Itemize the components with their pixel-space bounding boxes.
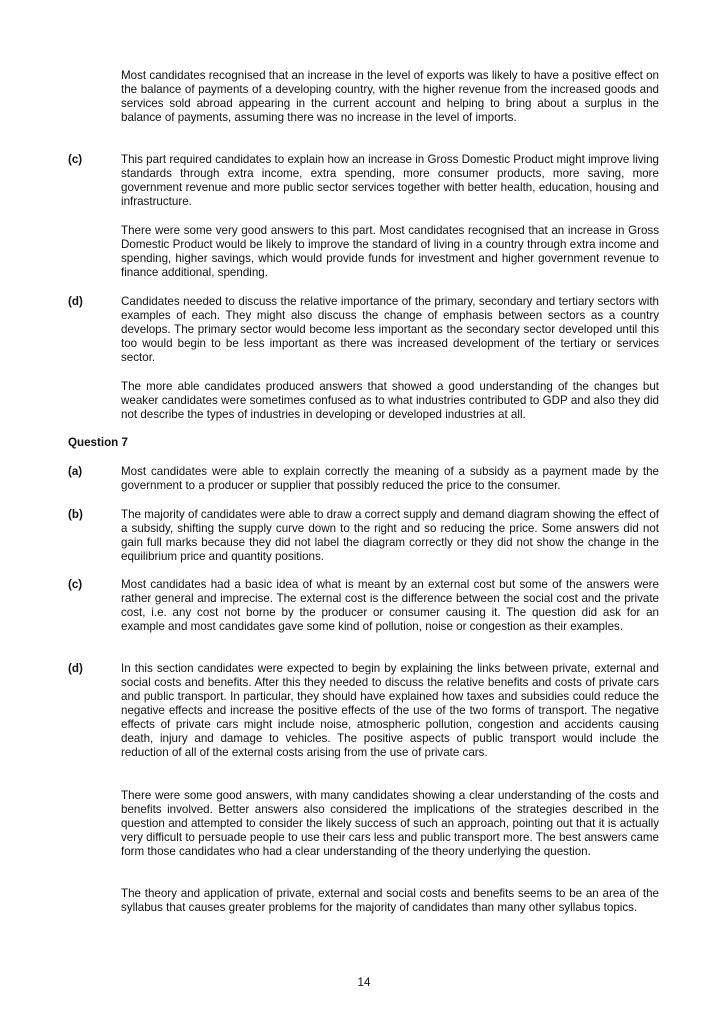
part-body [121, 153, 659, 209]
continuation-paragraph [121, 69, 659, 125]
part-label: (a) [68, 465, 83, 478]
q6-part-c-paragraph-2 [121, 224, 659, 280]
paragraph-text: The more able candidates produced answers that showed a good understanding of the changes but weaker candidates were sometimes confused as to what industries contributed to GDP and also they did not describe the types of industries in developing or developed industries at all. [121, 380, 659, 421]
part-label: (c) [68, 578, 83, 591]
paragraph-text: This part required candidates to explain how an increase in Gross Domestic Product might improve living standards through extra income, extra spending, more consumer products, more saving, more government revenue and more public sector services together with better health, education, housing and infrastructure. [121, 153, 659, 208]
part-body [121, 465, 659, 493]
page-number: 14 [357, 976, 371, 989]
q7-part-d-paragraph-2 [121, 789, 659, 859]
paragraph-text: In this section candidates were expected to begin by explaining the links between private, external and social costs and benefits. After this they needed to discuss the relative benefits and costs of private cars and public transport. In particular, they should have explained how taxes and subsidies could reduce the negative effects and increase the positive effects of the use of the two forms of transport. The negative effects of private cars might include noise, atmospheric pollution, congestion and accidents causing death, injury and damage to vehicles. The positive aspects of public transport would include the reduction of all of the external costs arising from the use of private cars. [121, 662, 659, 759]
q7-part-d-paragraph-3 [121, 887, 659, 915]
part-body [121, 578, 659, 634]
paragraph-text: Most candidates had a basic idea of what is meant by an external cost but some of the answers were rather general and imprecise. The external cost is the difference between the social cost and the private cost, i.e. any cost not borne by the producer or consumer causing it. The question did ask for an example and most candidates gave some kind of pollution, noise or congestion as their examples. [121, 578, 659, 633]
paragraph-text: Candidates needed to discuss the relative importance of the primary, secondary and tertiary sectors with examples of each. They might also discuss the change of emphasis between sectors as a country develops. The primary sector would become less important as the secondary sector developed until this too would begin to be less important as there was increased development of the tertiary or services sector. [121, 295, 659, 364]
part-body [121, 295, 659, 365]
paragraph-text: Most candidates recognised that an increase in the level of exports was likely to have a positive effect on the balance of payments of a developing country, with the higher revenue from the increased goods and services sold abroad appearing in the current account and helping to bring about a surplus in the balance of payments, assuming there was no increase in the level of imports. [121, 69, 659, 124]
paragraph-text: There were some good answers, with many candidates showing a clear understanding of the costs and benefits involved. Better answers also considered the implications of the strategies described in the question and attempted to consider the likely success of such an approach, pointing out that it is actually very difficult to persuade people to use their cars less and public transport more. The best answers came form those candidates who had a clear understanding of the theory underlying the question. [121, 789, 659, 858]
part-body [121, 662, 659, 760]
paragraph-text: The majority of candidates were able to draw a correct supply and demand diagram showing the effect of a subsidy, shifting the supply curve down to the right and so reducing the price. Some answers did not gain full marks because they did not label the diagram correctly or they did not show the change in the equilibrium price and quantity positions. [121, 508, 659, 563]
q6-part-d-paragraph-2 [121, 380, 659, 422]
part-body [121, 508, 659, 564]
part-label: (c) [68, 153, 83, 166]
part-label: (b) [68, 508, 83, 521]
question-heading: Question 7 [68, 436, 128, 449]
part-label: (d) [68, 295, 83, 308]
paragraph-text: There were some very good answers to this part. Most candidates recognised that an increase in Gross Domestic Product would be likely to improve the standard of living in a country through extra income and spending, higher savings, which would provide funds for investment and higher government revenue to finance additional, spending. [121, 224, 659, 279]
paragraph-text: Most candidates were able to explain correctly the meaning of a subsidy as a payment made by the government to a producer or supplier that possibly reduced the price to the consumer. [121, 465, 659, 492]
part-label: (d) [68, 662, 83, 675]
paragraph-text: The theory and application of private, external and social costs and benefits seems to be an area of the syllabus that causes greater problems for the majority of candidates than many other syllabus topics. [121, 887, 659, 914]
